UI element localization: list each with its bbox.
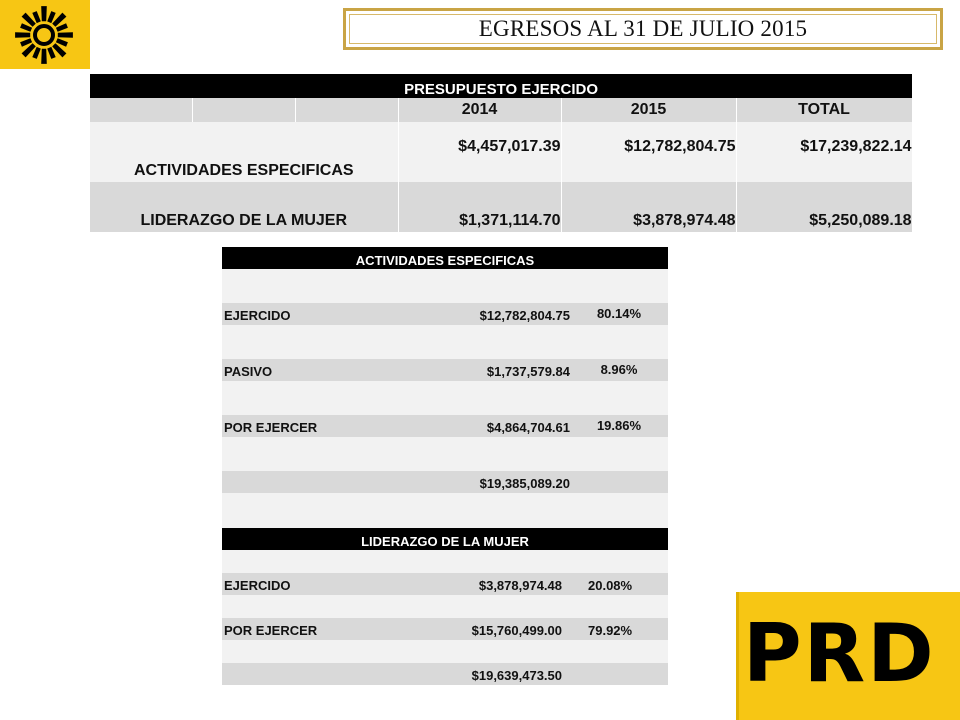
col-2015: 2015 xyxy=(561,98,736,122)
actividades-header-row xyxy=(222,247,668,269)
item-percent: 20.08% xyxy=(570,573,668,595)
row-label: ACTIVIDADES ESPECIFICAS xyxy=(90,122,398,182)
summary-header-row xyxy=(90,74,912,98)
page-title: EGRESOS AL 31 DE JULIO 2015 xyxy=(478,16,808,41)
sun-core xyxy=(35,26,53,44)
item-amount: $12,782,804.75 xyxy=(340,303,570,325)
list-item xyxy=(222,359,668,381)
value-2015: $12,782,804.75 xyxy=(561,122,736,182)
empty-cell xyxy=(90,98,192,122)
item-percent: 80.14% xyxy=(570,303,668,325)
detail-table xyxy=(222,247,668,685)
empty-cell xyxy=(295,98,398,122)
item-label: POR EJERCER xyxy=(222,415,340,437)
row-label: LIDERAZGO DE LA MUJER xyxy=(90,182,398,232)
list-item xyxy=(222,573,668,595)
list-item xyxy=(222,303,668,325)
total-row xyxy=(222,471,668,493)
item-percent: 19.86% xyxy=(570,415,668,437)
value-2014: $1,371,114.70 xyxy=(398,182,561,232)
item-label: POR EJERCER xyxy=(222,618,340,640)
col-total: TOTAL xyxy=(736,98,912,122)
value-total: $17,239,822.14 xyxy=(736,122,912,182)
summary-row xyxy=(90,122,912,182)
summary-table xyxy=(90,74,913,232)
sun-ray xyxy=(58,32,73,38)
spacer-row xyxy=(222,595,668,618)
summary-year-row xyxy=(90,98,912,122)
liderazgo-header-row xyxy=(222,528,668,550)
total-row xyxy=(222,663,668,685)
item-amount: $1,737,579.84 xyxy=(340,359,570,381)
actividades-header: ACTIVIDADES ESPECIFICAS xyxy=(222,247,668,269)
actividades-total: $19,385,089.20 xyxy=(340,471,570,493)
list-item xyxy=(222,618,668,640)
spacer-row xyxy=(222,325,668,359)
prd-logo xyxy=(736,592,960,720)
liderazgo-header: LIDERAZGO DE LA MUJER xyxy=(222,528,668,550)
sun-logo xyxy=(0,0,90,69)
item-percent: 79.92% xyxy=(570,618,668,640)
title-box xyxy=(343,8,943,50)
summary-header: PRESUPUESTO EJERCIDO xyxy=(90,74,912,98)
sun-ray xyxy=(41,49,47,64)
sun-ray xyxy=(41,6,47,21)
sun-ray xyxy=(15,32,30,38)
liderazgo-total: $19,639,473.50 xyxy=(340,663,570,685)
value-total: $5,250,089.18 xyxy=(736,182,912,232)
item-amount: $3,878,974.48 xyxy=(340,573,570,595)
item-label: EJERCIDO xyxy=(222,303,340,325)
empty-cell xyxy=(192,98,295,122)
spacer-row xyxy=(222,269,668,303)
sun-logo-icon xyxy=(8,3,80,67)
col-2014: 2014 xyxy=(398,98,561,122)
item-percent: 8.96% xyxy=(570,359,668,381)
spacer-row xyxy=(222,437,668,471)
spacer-row xyxy=(222,381,668,415)
item-label: PASIVO xyxy=(222,359,340,381)
spacer-row xyxy=(222,640,668,663)
item-amount: $15,760,499.00 xyxy=(340,618,570,640)
list-item xyxy=(222,415,668,437)
value-2015: $3,878,974.48 xyxy=(561,182,736,232)
item-amount: $4,864,704.61 xyxy=(340,415,570,437)
value-2014: $4,457,017.39 xyxy=(398,122,561,182)
summary-row xyxy=(90,182,912,232)
spacer-row xyxy=(222,550,668,573)
item-label: EJERCIDO xyxy=(222,573,340,595)
spacer-row xyxy=(222,493,668,528)
prd-logo-text: PRD xyxy=(743,607,936,700)
